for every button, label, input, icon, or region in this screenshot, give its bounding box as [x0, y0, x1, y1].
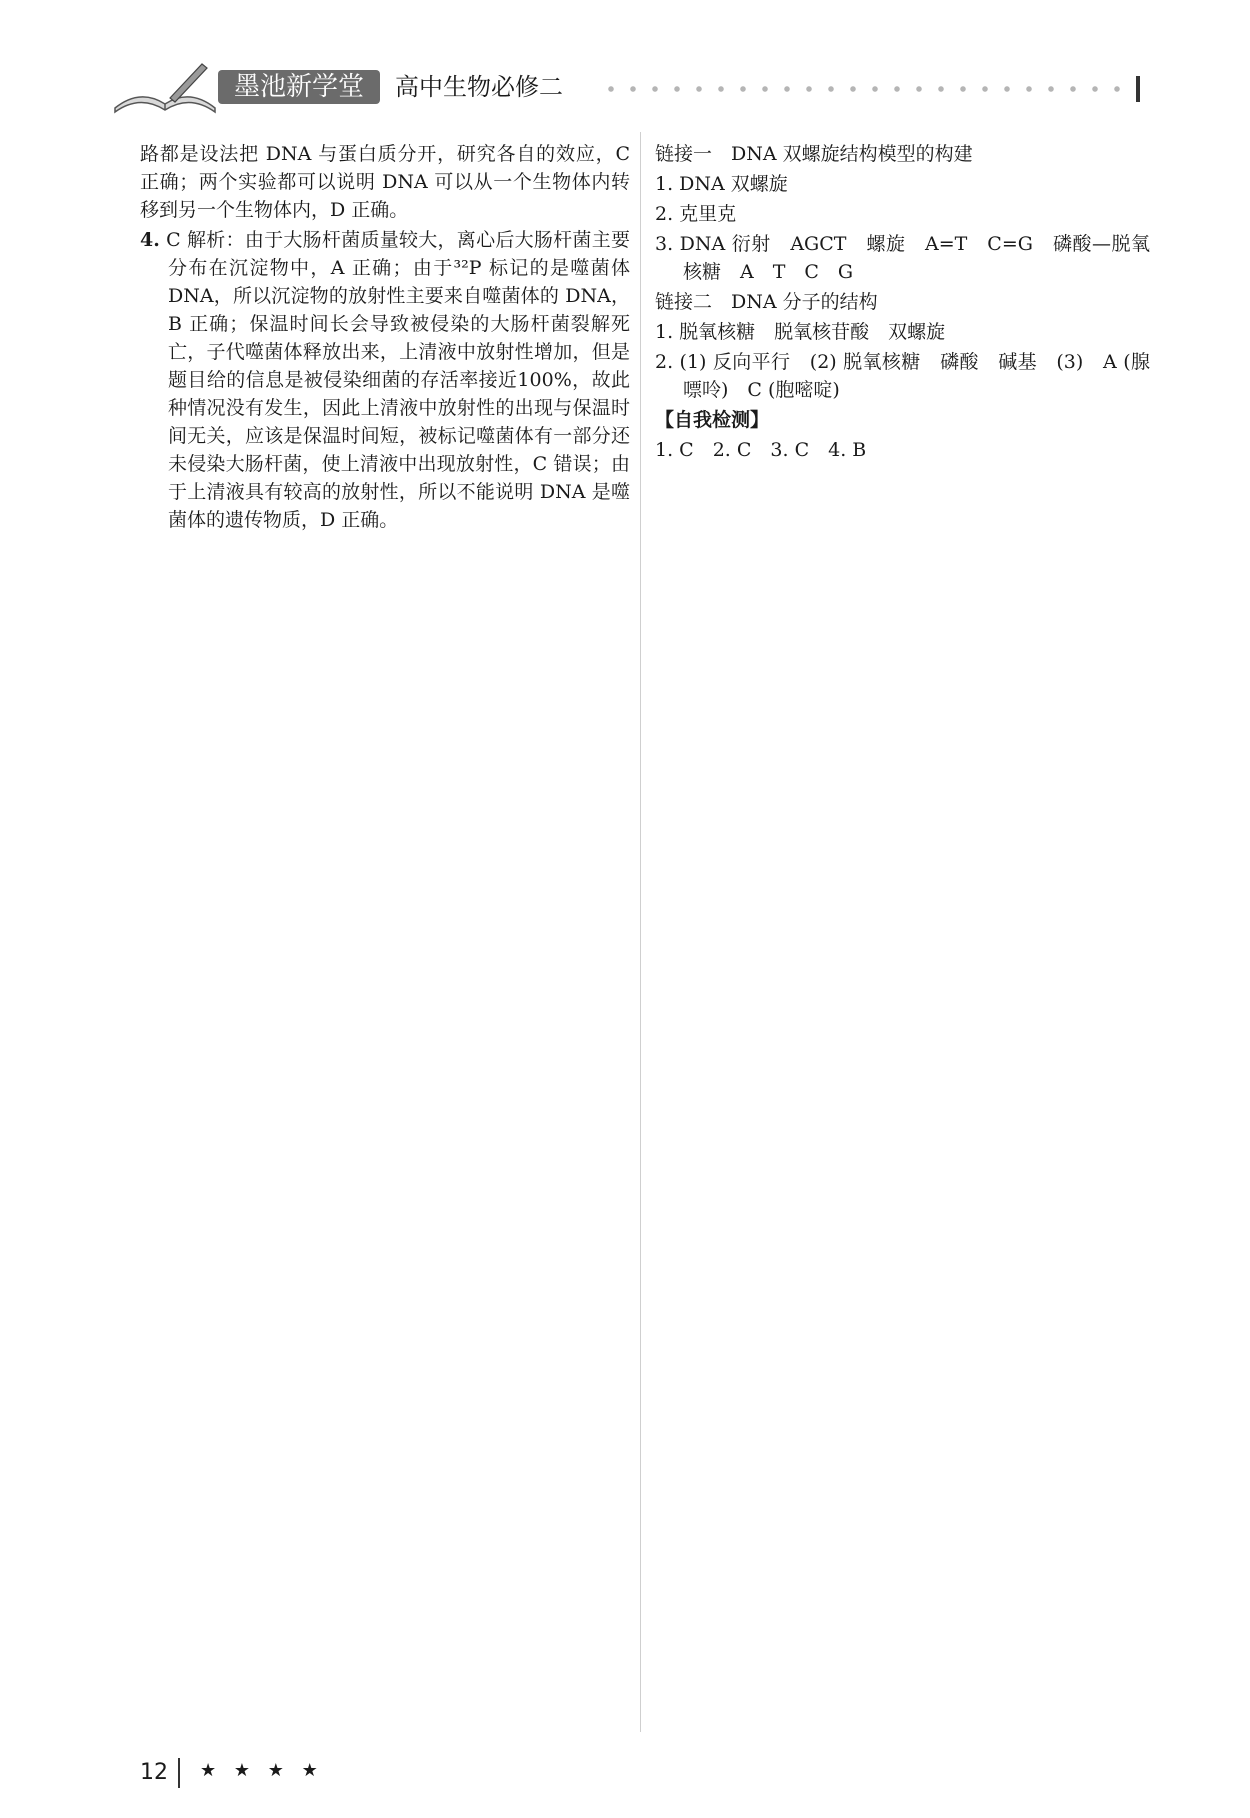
book-pen-logo-icon	[110, 58, 220, 116]
section-subheading: 链接一 DNA 双螺旋结构模型的构建	[655, 143, 973, 165]
list-item: 1. DNA 双螺旋	[655, 173, 788, 195]
answer-text: C 解析：由于大肠杆菌质量较大，离心后大肠杆菌主要分布在沉淀物中，A 正确；由于³²P 标记的是噬菌体 DNA，所以沉淀物的放射性主要来自噬菌体的 DNA，B 正确；保温时间长会导致被侵染的大肠杆菌裂解死亡，子代噬菌体释放出来，上清液中放射性增加，但是题目给的信息是被侵染细菌的存活率接近100%，故此种情况没有发生，因此上清液中放射性的出现与保温时间无关，应该是保温时间短，被标记噬菌体有一部分还未侵染大肠杆菌，使上清液中出现放射性，C 错误；由于上清液具有较高的放射性，所以不能说明 DNA 是噬菌体的遗传物质，D 正确。	[166, 229, 630, 531]
page-number: 12	[140, 1760, 168, 1785]
section-heading: 【自我检测】	[655, 409, 770, 431]
answer-continuation: 路都是设法把 DNA 与蛋白质分开，研究各自的效应，C 正确；两个实验都可以说明 DNA 可以从一个生物体内转移到另一个生物体内，D 正确。	[140, 143, 630, 221]
difficulty-stars: ★ ★ ★ ★	[200, 1760, 324, 1781]
left-column	[140, 140, 630, 536]
course-title: 高中生物必修二	[395, 73, 563, 101]
list-item: 2. (1) 反向平行 (2) 脱氧核糖 磷酸 碱基 (3) A (腺嘌呤) C (胞嘧啶)	[655, 351, 1150, 401]
list-item: 2. 克里克	[655, 203, 737, 225]
header-dotted-line	[600, 86, 1130, 92]
brand-title: 墨池新学堂	[218, 70, 380, 104]
answer-item	[140, 226, 630, 534]
list-item: 3. DNA 衍射 AGCT 螺旋 A=T C=G 磷酸—脱氧核糖 A T C G	[655, 233, 1150, 283]
column-divider	[640, 132, 641, 1732]
page-header	[100, 58, 1140, 118]
list-item: 1. 脱氧核糖 脱氧核苷酸 双螺旋	[655, 321, 946, 343]
section-subheading: 链接二 DNA 分子的结构	[655, 291, 878, 313]
answer-number: 4.	[140, 229, 160, 251]
footer-bar	[178, 1758, 180, 1788]
right-column	[655, 140, 1150, 466]
header-rule-end	[1136, 76, 1140, 102]
answer-line: 1. C 2. C 3. C 4. B	[655, 439, 867, 461]
